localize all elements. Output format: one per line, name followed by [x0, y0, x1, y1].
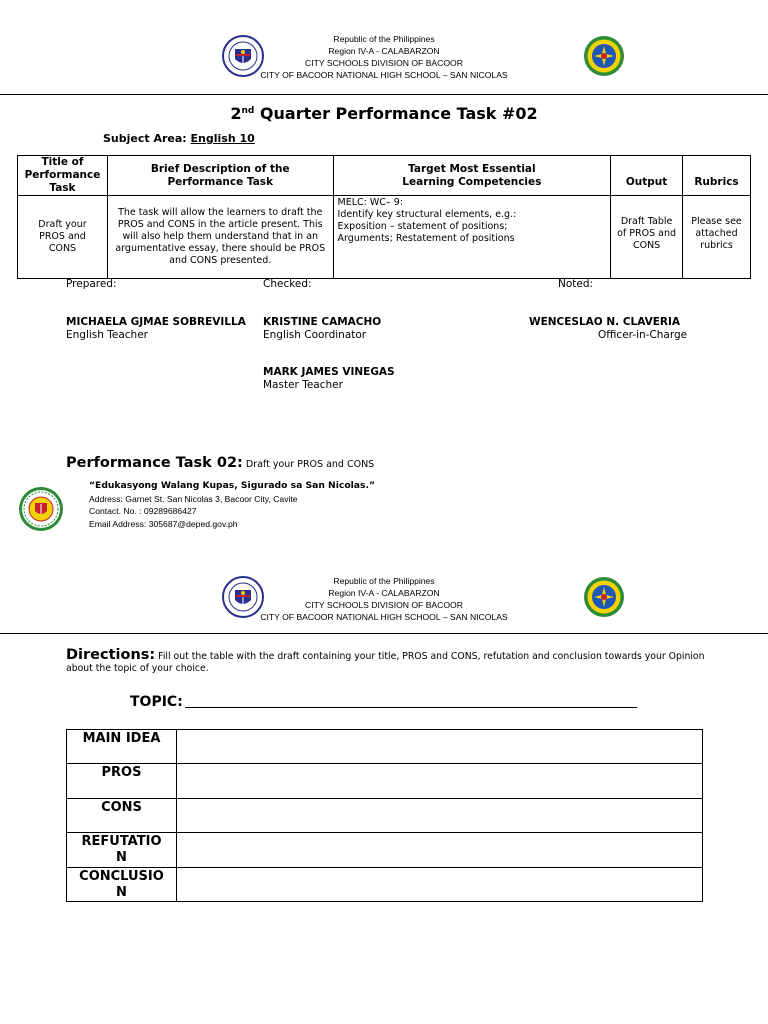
- cons-answer-cell[interactable]: [177, 798, 703, 832]
- main-idea-answer-cell[interactable]: [177, 730, 703, 764]
- prepared-name: MICHAELA GJMAE SOBREVILLA: [66, 316, 246, 328]
- col-header-melc: Target Most Essential Learning Competencies: [333, 156, 611, 196]
- col-header-title: Title of Performance Task: [18, 156, 108, 196]
- checked-label: Checked:: [263, 278, 312, 290]
- row-label-refutation: REFUTATIO N: [67, 833, 177, 867]
- school-contact: Contact. No. : 09289686427: [89, 506, 197, 517]
- header-line-school: CITY OF BACOOR NATIONAL HIGH SCHOOL – SAN NICOLAS: [260, 70, 508, 80]
- pros-answer-cell[interactable]: [177, 764, 703, 798]
- noted-name: WENCESLAO N. CLAVERIA: [529, 316, 681, 328]
- task-description-cell: The task will allow the learners to draft the PROS and CONS in the article present. This will also help them understand that in an argumentative essay, there should be PROS and CONS presented.: [107, 196, 333, 279]
- table-row: [67, 833, 703, 867]
- header-divider: [0, 633, 768, 634]
- col-header-rubrics: Rubrics: [683, 156, 751, 196]
- header-line-republic: Republic of the Philippines: [333, 34, 435, 44]
- topic-label: TOPIC:: [130, 694, 183, 710]
- header-line-division: CITY SCHOOLS DIVISION OF BACOOR: [305, 58, 463, 68]
- checked-role: English Coordinator: [263, 329, 367, 341]
- row-label-pros: PROS: [67, 764, 177, 798]
- header-line-division: CITY SCHOOLS DIVISION OF BACOOR: [305, 600, 463, 610]
- task-output-cell: Draft Table of PROS and CONS: [611, 196, 683, 279]
- school-email: Email Address: 305687@deped.gov.ph: [89, 518, 238, 529]
- row-label-conclusion: CONCLUSIO N: [67, 867, 177, 901]
- header-line-school: CITY OF BACOOR NATIONAL HIGH SCHOOL – SAN NICOLAS: [260, 612, 508, 622]
- topic-field[interactable]: [130, 694, 637, 710]
- table-row: [67, 730, 703, 764]
- prepared-label: Prepared:: [66, 278, 117, 290]
- subject-area: Subject Area: English 10: [103, 132, 255, 145]
- task-melc-cell: MELC: WC– 9: Identify key structural elements, e.g.: Exposition – statement of positions; Arguments; Restatement of positions: [333, 196, 611, 279]
- header-line-region: Region IV-A - CALABARZON: [328, 588, 440, 598]
- prepared-role: English Teacher: [66, 329, 148, 341]
- refutation-answer-cell[interactable]: [177, 833, 703, 867]
- table-row: [67, 764, 703, 798]
- header-line-region: Region IV-A - CALABARZON: [328, 46, 440, 56]
- noted-role: Officer-in-Charge: [598, 329, 688, 341]
- topic-blank-line[interactable]: [185, 694, 637, 708]
- row-label-cons: CONS: [67, 798, 177, 832]
- header-line-republic: Republic of the Philippines: [333, 576, 435, 586]
- noted-label: Noted:: [558, 278, 594, 290]
- col-header-description: Brief Description of the Performance Task: [107, 156, 333, 196]
- school-address: Address: Garnet St. San Nicolas 3, Bacoor City, Cavite: [89, 494, 298, 505]
- checked2-name: MARK JAMES VINEGAS: [263, 366, 395, 378]
- school-motto: “Edukasyong Walang Kupas, Sigurado sa San Nicolas.”: [89, 480, 375, 491]
- conclusion-answer-cell[interactable]: [177, 867, 703, 901]
- table-row: [67, 867, 703, 901]
- page-title: 2nd Quarter Performance Task #02: [230, 104, 538, 123]
- directions: [66, 649, 706, 675]
- task-rubrics-cell: Please see attached rubrics: [683, 196, 751, 279]
- bacoor-division-seal-icon: [583, 35, 625, 77]
- directions-label: Directions:: [66, 647, 156, 663]
- directions-text: Fill out the table with the draft containing your title, PROS and CONS, refutation and conclusion towards your Opinion about the topic of your choice.: [66, 651, 705, 674]
- row-label-main-idea: MAIN IDEA: [67, 730, 177, 764]
- col-header-output: Output: [611, 156, 683, 196]
- school-seal-icon: [18, 486, 64, 532]
- checked-name: KRISTINE CAMACHO: [263, 316, 382, 328]
- bacoor-division-seal-icon: [583, 576, 625, 618]
- school-contact-block: [89, 480, 375, 530]
- table-row: [67, 798, 703, 832]
- performance-task-table: [17, 155, 751, 279]
- task-title-cell: Draft your PROS and CONS: [18, 196, 108, 279]
- checked2-role: Master Teacher: [263, 379, 343, 391]
- draft-table: [66, 729, 703, 902]
- performance-task-heading: Performance Task 02: Draft your PROS and CONS: [66, 455, 375, 471]
- subject-area-value: English 10: [190, 132, 255, 145]
- header-divider: [0, 94, 768, 95]
